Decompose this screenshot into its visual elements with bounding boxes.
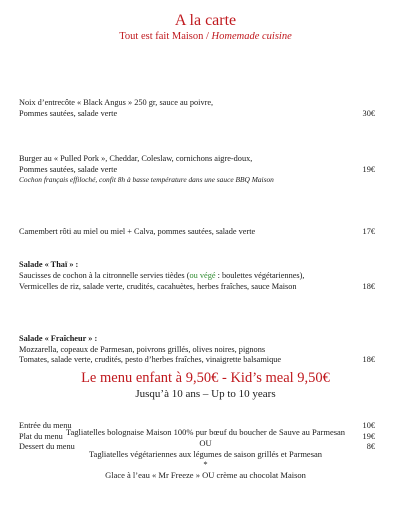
formula-price: 8€ (366, 442, 375, 452)
kids-menu-line: OU (199, 437, 212, 448)
item-description-line: Tomates, salade verte, crudités, pesto d’herbes fraîches, vinaigrette balsamique (19, 355, 282, 365)
menu-item-entrecote (19, 98, 375, 119)
formula-label: Plat du menu (19, 431, 63, 441)
kids-menu-line: Glace à l’eau « Mr Freeze » OU crème au chocolat Maison (105, 470, 306, 481)
item-text-part: : boulettes végétariennes), (215, 270, 305, 280)
menu-item-burger (19, 154, 375, 185)
formula-label: Entrée du menu (19, 420, 72, 430)
menu-item-camembert (19, 227, 375, 238)
item-price: 18€ (362, 355, 375, 365)
kids-menu-line: Tagliatelles bolognaise Maison 100% pur bœuf du boucher de Sauve au Parmesan (65, 427, 346, 437)
kids-menu-title: Le menu enfant à 9,50€ - Kid’s meal 9,50€ (81, 370, 330, 386)
formula-label: Dessert du menu (19, 442, 75, 452)
formula-price: 19€ (362, 431, 375, 441)
item-description-line: Camembert rôti au miel ou miel + Calva, pommes sautées, salade verte (19, 226, 256, 236)
item-price: 17€ (362, 226, 375, 236)
item-price: 30€ (362, 108, 375, 118)
item-description-line: Burger au « Pulled Pork », Cheddar, Coleslaw, cornichons aigre-doux, (19, 154, 253, 164)
item-description-line: Pommes sautées, salade verte (19, 164, 118, 174)
kids-menu-body (0, 427, 411, 481)
item-note: Cochon français effiloché, confit 8h à basse température dans une sauce BBQ Maison (19, 175, 274, 185)
item-description-line: Mozzarella, copeaux de Parmesan, poivrons grillés, olives noires, pignons (19, 344, 266, 354)
item-price: 19€ (362, 164, 375, 174)
subtitle-french: Tout est fait Maison / (119, 31, 212, 42)
item-text-part: Saucisses de cochon à la citronnelle servies tièdes ( (19, 270, 190, 280)
menu-item-salade-fraicheur (19, 334, 375, 366)
kids-menu-line: Tagliatelles végétariennes aux légumes de saison grillés et Parmesan (88, 448, 323, 459)
page-title: A la carte (174, 12, 237, 29)
menu-item-salade-thai (19, 260, 375, 292)
item-description-line: Noix d’entrecôte « Black Angus » 250 gr, sauce au poivre, (19, 98, 214, 107)
item-description-line: Pommes sautées, salade verte (19, 108, 118, 118)
subtitle-english: Homemade cuisine (211, 31, 292, 42)
item-heading: Salade « Fraîcheur » : (19, 334, 98, 344)
item-description-line: Vermicelles de riz, salade verte, crudités, cacahuètes, herbes fraîches, sauce Maison (19, 281, 297, 291)
item-description-line (19, 271, 375, 282)
page-subtitle (0, 31, 411, 43)
kids-menu-subtitle: Jusqu’à 10 ans – Up to 10 years (135, 388, 276, 400)
formula-price: 10€ (362, 420, 375, 430)
item-heading: Salade « Thaï » : (19, 260, 79, 270)
veg-option-label: ou végé (189, 270, 216, 280)
kids-menu-line: * (203, 459, 208, 470)
item-price: 18€ (362, 281, 375, 291)
